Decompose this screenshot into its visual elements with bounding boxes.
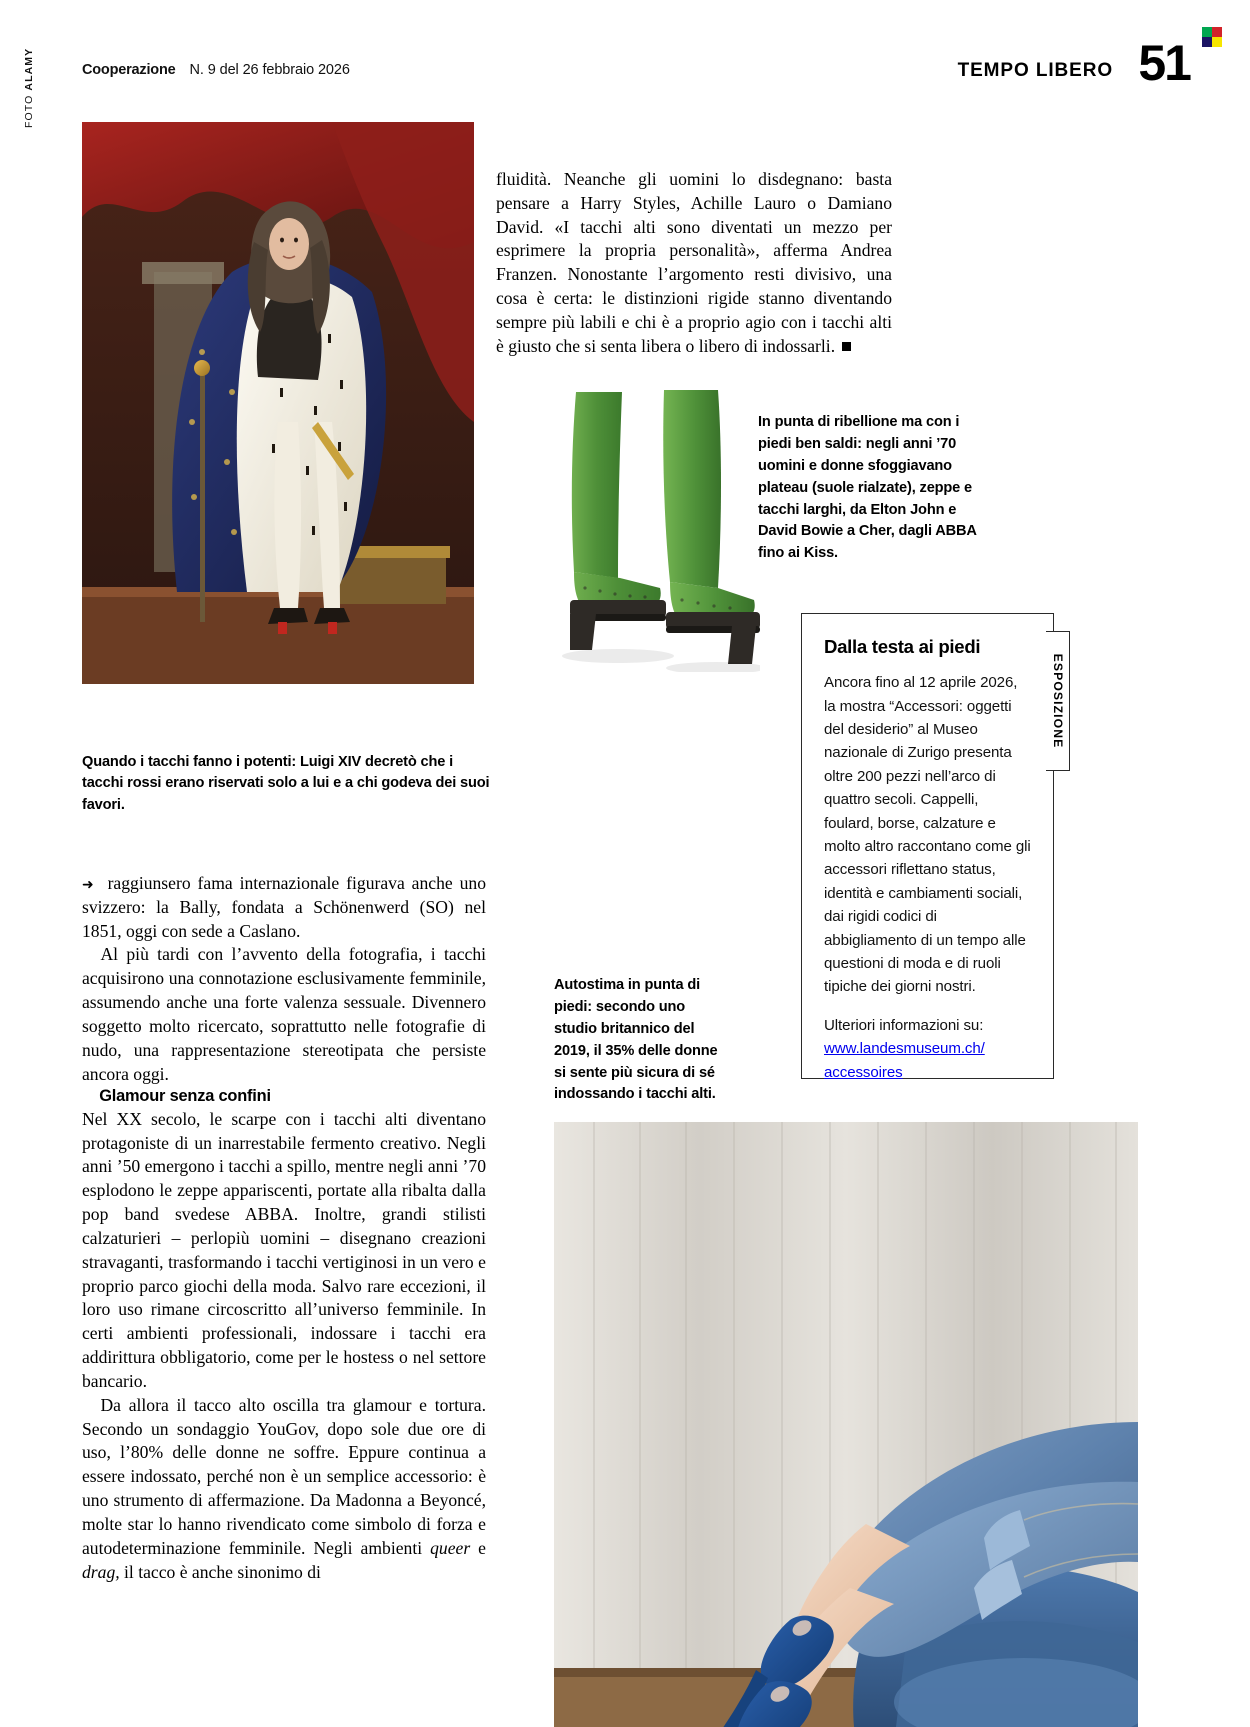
paragraph: Nel XX secolo, le scarpe con i tacchi alti diventano protagoniste di un inarrestabile fermento creativo. Negli anni ’50 emergono i tacchi a spillo, mentre negli anni ’70 esplodono le zeppe appariscenti, portate alla ribalta dalla pop band svedese ABBA. Inoltre, grandi stilisti calzaturieri – perlopiù uomini – disegnano creazioni stravaganti, trasformando i tacchi vertiginosi in un vero e proprio parco giochi della moda. Salvo rare eccezioni, il loro uso rimane circoscritto all’universo femminile. In certi ambienti professionali, indossare i tacchi era addirittura obbligatorio, come per le hostess o nel settore bancario. [82,1108,486,1391]
green-platform-boots-photo [540,382,760,672]
infobox-title: Dalla testa ai piedi [824,636,981,657]
brand-name: Cooperazione [82,62,176,78]
section-rubric: TEMPO LIBERO [957,60,1113,81]
paragraph: Al più tardi con l’avvento della fotografia, i tacchi acquisirono una connotazione esclusivamente femminile, assumendo anche una forte valenza sessuale. Divennero soggetto molto ricercato, soprattutto nelle fotografie di nudo, una rappresentazione stereotipata che persiste ancora oggi. [82,944,486,1084]
page-number: 51 [1138,35,1190,91]
paragraph-text: fluidità. Neanche gli uomini lo disdegnano: basta pensare a Harry Styles, Achille Lauro o Damiano David. «I tacchi alti sono diventati un mezzo per esprimere la propria personalità», afferma Andrea Franzen. Nonostante l’argomento resti divisivo, una cosa è certa: le distinzioni rigide stanno diventando sempre più labili e chi è a proprio agio con i tacchi alti è giusto che si senta libera o libero di indossarli. [496,169,892,356]
continuation-arrow-icon: ➜ [82,877,94,893]
registration-color-mark [1202,27,1222,47]
photo-credit [23,48,35,128]
infobox-link-line1[interactable]: www.landesmuseum.ch/ [824,1040,985,1058]
article-column-right-top [496,168,892,359]
infobox-link-line2[interactable]: accessoires [824,1063,903,1081]
painting-caption: Quando i tacchi fanno i potenti: Luigi XIV decretò che i tacchi rossi erano riservati solo a lui e a chi godeva dei suoi favori. [82,754,490,813]
boots-caption: In punta di ribellione ma con i piedi ben saldi: negli anni ’70 uomini e donne sfoggiavano plateau (suole rialzate), zeppe e tacchi larghi, da Elton John e David Bowie a Cher, dagli ABBA fino ai Kiss. [758,414,977,562]
autostima-caption: Autostima in punta di piedi: secondo uno studio britannico del 2019, il 35% delle donne si sente più sicura di sé indossando i tacchi alti. [554,977,718,1103]
infobox-more-label: Ulteriori informazioni su: [824,1016,984,1034]
article-column-left [82,872,486,1584]
paragraph-text: raggiunsero fama internazionale figurava anche uno svizzero: la Bally, fondata a Schönenwerd (SO) nel 1851, oggi con sede a Caslano. [82,873,486,941]
photo-credit-prefix: FOTO [23,90,35,128]
infobox-body [824,671,1031,1084]
exposition-infobox [801,613,1054,1079]
issue-info: N. 9 del 26 febbraio 2026 [189,62,350,78]
italic-term-queer: queer [430,1537,471,1558]
photo-credit-source: ALAMY [23,47,35,91]
exposition-tab [1046,631,1070,771]
exposition-tab-label: ESPOSIZIONE [1050,653,1065,749]
paragraph [496,168,892,359]
infobox-paragraph: Ancora fino al 12 aprile 2026, la mostra “Accessori: oggetti del desiderio” al Museo nazionale di Zurigo presenta oltre 200 pezzi nell’arco di quattro secoli. Cappelli, foulard, borse, calzature e molto altro raccontano come gli accessori riflettano status, identità e cambiamenti sociali, dai rigidi codici di abbigliamento di un tempo alle questioni di moda e di ruoli tipiche dei giorni nostri. [824,674,1031,996]
section-subhead: Glamour senza confini [99,1087,271,1106]
paragraph-text-part1: Da allora il tacco alto oscilla tra glamour e tortura. Secondo un sondaggio YouGov, dopo sole due ore di uso, l’80% delle donne ne soffre. Eppure continua a essere indossato, perché non è un semplice accessorio: è uno strumento di affermazione. Da Madonna a Beyoncé, molte star lo hanno rivendicato come simbolo di forza e autodeterminazione femminile. Negli ambienti [82,1394,486,1558]
masthead [82,62,350,78]
bottom-photo-blue-heels [554,1122,1138,1727]
conjunction: e [470,1537,486,1558]
end-mark [842,342,851,351]
paragraph [82,872,486,943]
paragraph-final [82,1394,486,1585]
painting-louis-xiv [82,122,474,684]
infobox-more [824,1014,1031,1084]
paragraph-text-part2: il tacco è anche sinonimo di [119,1561,321,1582]
italic-term-drag: drag, [82,1561,120,1582]
